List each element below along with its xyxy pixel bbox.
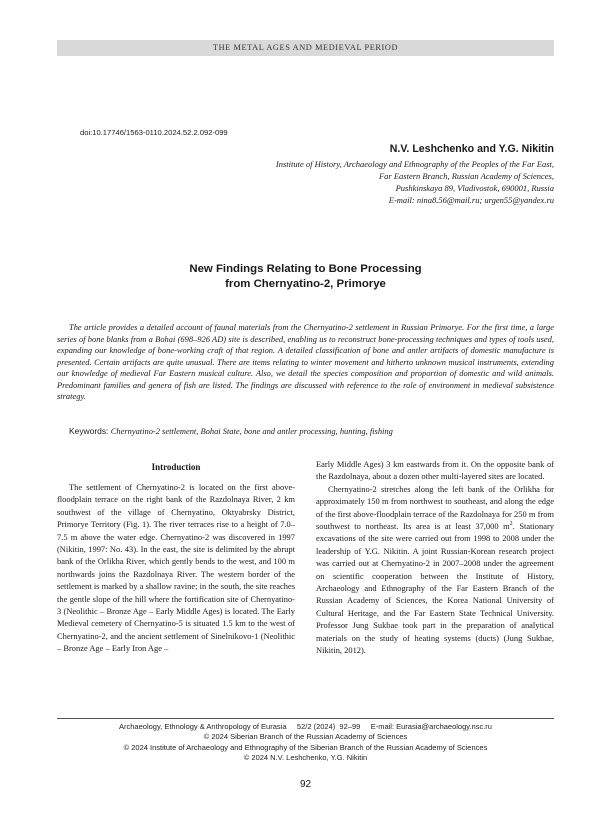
keywords bbox=[57, 426, 554, 438]
affiliation-line: Institute of History, Archaeology and Ethnography of the Peoples of the Far East, bbox=[275, 159, 554, 169]
affiliation-line: Far Eastern Branch, Russian Academy of Sciences, bbox=[378, 171, 554, 182]
keywords-text: Chernyatino-2 settlement, Bohai State, bone and antler processing, hunting, fishing bbox=[110, 426, 393, 436]
affiliation bbox=[154, 158, 554, 206]
footer-journal-line: Archaeology, Ethnology & Anthropology of Eurasia 52/2 (2024) 92–99 E-mail: Eurasia@archaeology.nsc.ru bbox=[119, 722, 492, 731]
abstract: The article provides a detailed account of faunal materials from the Chernyatino-2 settlement in Russian Primorye. For the first time, a large series of bone blanks from a Bohai (698–926 AD) site is described, enabling us to reconstruct bone-processing techniques and types of tools used, expanding our knowledge of bone-working craft of that region. A detailed classification of bone and antler artifacts of domestic manufacture is presented. Certain artifacts are quite unusual. There are items relating to winter movement and hitherto unknown musical instruments, extending our knowledge of medieval Far Eastern musical culture. Also, we detail the species composition and proportion of domestic and wild animals. Predominant families and genera of fish are listed. The findings are discussed with reference to the role of environment in medieval subsistence strategy. bbox=[57, 322, 554, 401]
page-number: 92 bbox=[299, 779, 312, 790]
footer bbox=[57, 722, 554, 764]
article-title bbox=[57, 262, 554, 292]
title-line: from Chernyatino-2, Primorye bbox=[225, 278, 386, 290]
paragraph: Early Middle Ages) 3 km eastwards from it. On the opposite bank of the Razdolnaya, about a dozen other multi-layered sites are located. bbox=[316, 459, 554, 482]
doi[interactable]: doi:10.17746/1563-0110.2024.52.2.092-099 bbox=[80, 128, 228, 137]
section-heading: Introduction bbox=[151, 462, 201, 472]
affiliation-email[interactable]: E-mail: nina8.56@mail.ru; urgen55@yandex.ru bbox=[388, 195, 554, 206]
paragraph: The settlement of Chernyatino-2 is located on the first above-floodplain terrace on the right bank of the Razdolnaya River, 2 km southwest of the village of Chernyatino, Oktyabrsky District, Primorye Territory (Fig. 1). The river terraces rise to a height of 7.0–7.5 m above the water edge. Chernyatino-2 was discovered in 1997 (Nikitin, 1997: No. 43). In the east, the site is delimited by the abrupt bank of the Orlikha River, which gently bends to the west, and 100 m northwards joins the Razdolnaya River. The western border of the settlement is marked by a shallow ravine; in the south, the site reaches the gentle slope of the hill where the fortification site of Chernyatino-3 (Neolithic – Bronze Age – Early Middle Ages) is located. The Early Medieval cemetery of Chernyatino-5 is situated 1.5 km to the west of Chernyatino-2, and the ancient settlement of Sinelnikovo-1 (Neolithic – Bronze Age – Early Iron Age – bbox=[57, 482, 295, 654]
affiliation-line: Pushkinskaya 89, Vladivostok, 690001, Russia bbox=[395, 183, 554, 194]
section-header: THE METAL AGES AND MEDIEVAL PERIOD bbox=[57, 40, 554, 56]
keywords-label: Keywords: bbox=[69, 426, 111, 436]
title-line: New Findings Relating to Bone Processing bbox=[189, 263, 422, 275]
superscript: 2 bbox=[509, 521, 513, 528]
footer-copyright: © 2024 Siberian Branch of the Russian Academy of Sciences bbox=[203, 732, 408, 742]
right-column bbox=[316, 458, 554, 657]
footer-divider bbox=[57, 718, 554, 719]
authors: N.V. Leshchenko and Y.G. Nikitin bbox=[389, 143, 554, 155]
footer-copyright: © 2024 Institute of Archaeology and Ethnography of the Siberian Branch of the Russian Academy of Sciences bbox=[123, 742, 488, 752]
paragraph bbox=[316, 483, 554, 657]
paragraph-text: Chernyatino-2 stretches along the left bank of the Orlikha for approximately 150 m from northwest to southeast, and along the edge of the first above-floodplain terrace of the Razdolnaya for 250 m from southwest to northeast. Its area is at least 37,000 m bbox=[316, 483, 554, 532]
left-column bbox=[57, 460, 295, 655]
footer-copyright: © 2024 N.V. Leshchenko, Y.G. Nikitin bbox=[243, 753, 368, 763]
paragraph-text: . Stationary excavations of the site were carried out from 1998 to 2008 under the leadership of Y.G. Nikitin. A joint Russian-Korean research project was carried out at Chernyatino-2 in 2007–2008 under the agreement on scientific cooperation between the Institute of History, Archaeology and Ethnography of the Far Eastern Branch of the Russian Academy of Sciences, the Korea National University of Cultural Heritage, and the Far Eastern State Technical University. Professor Jung Sukbae took part in the preparation of analytical materials on the study of heating systems (ducts) (Jung Sukbae, Nikitin, 2012). bbox=[316, 521, 555, 656]
